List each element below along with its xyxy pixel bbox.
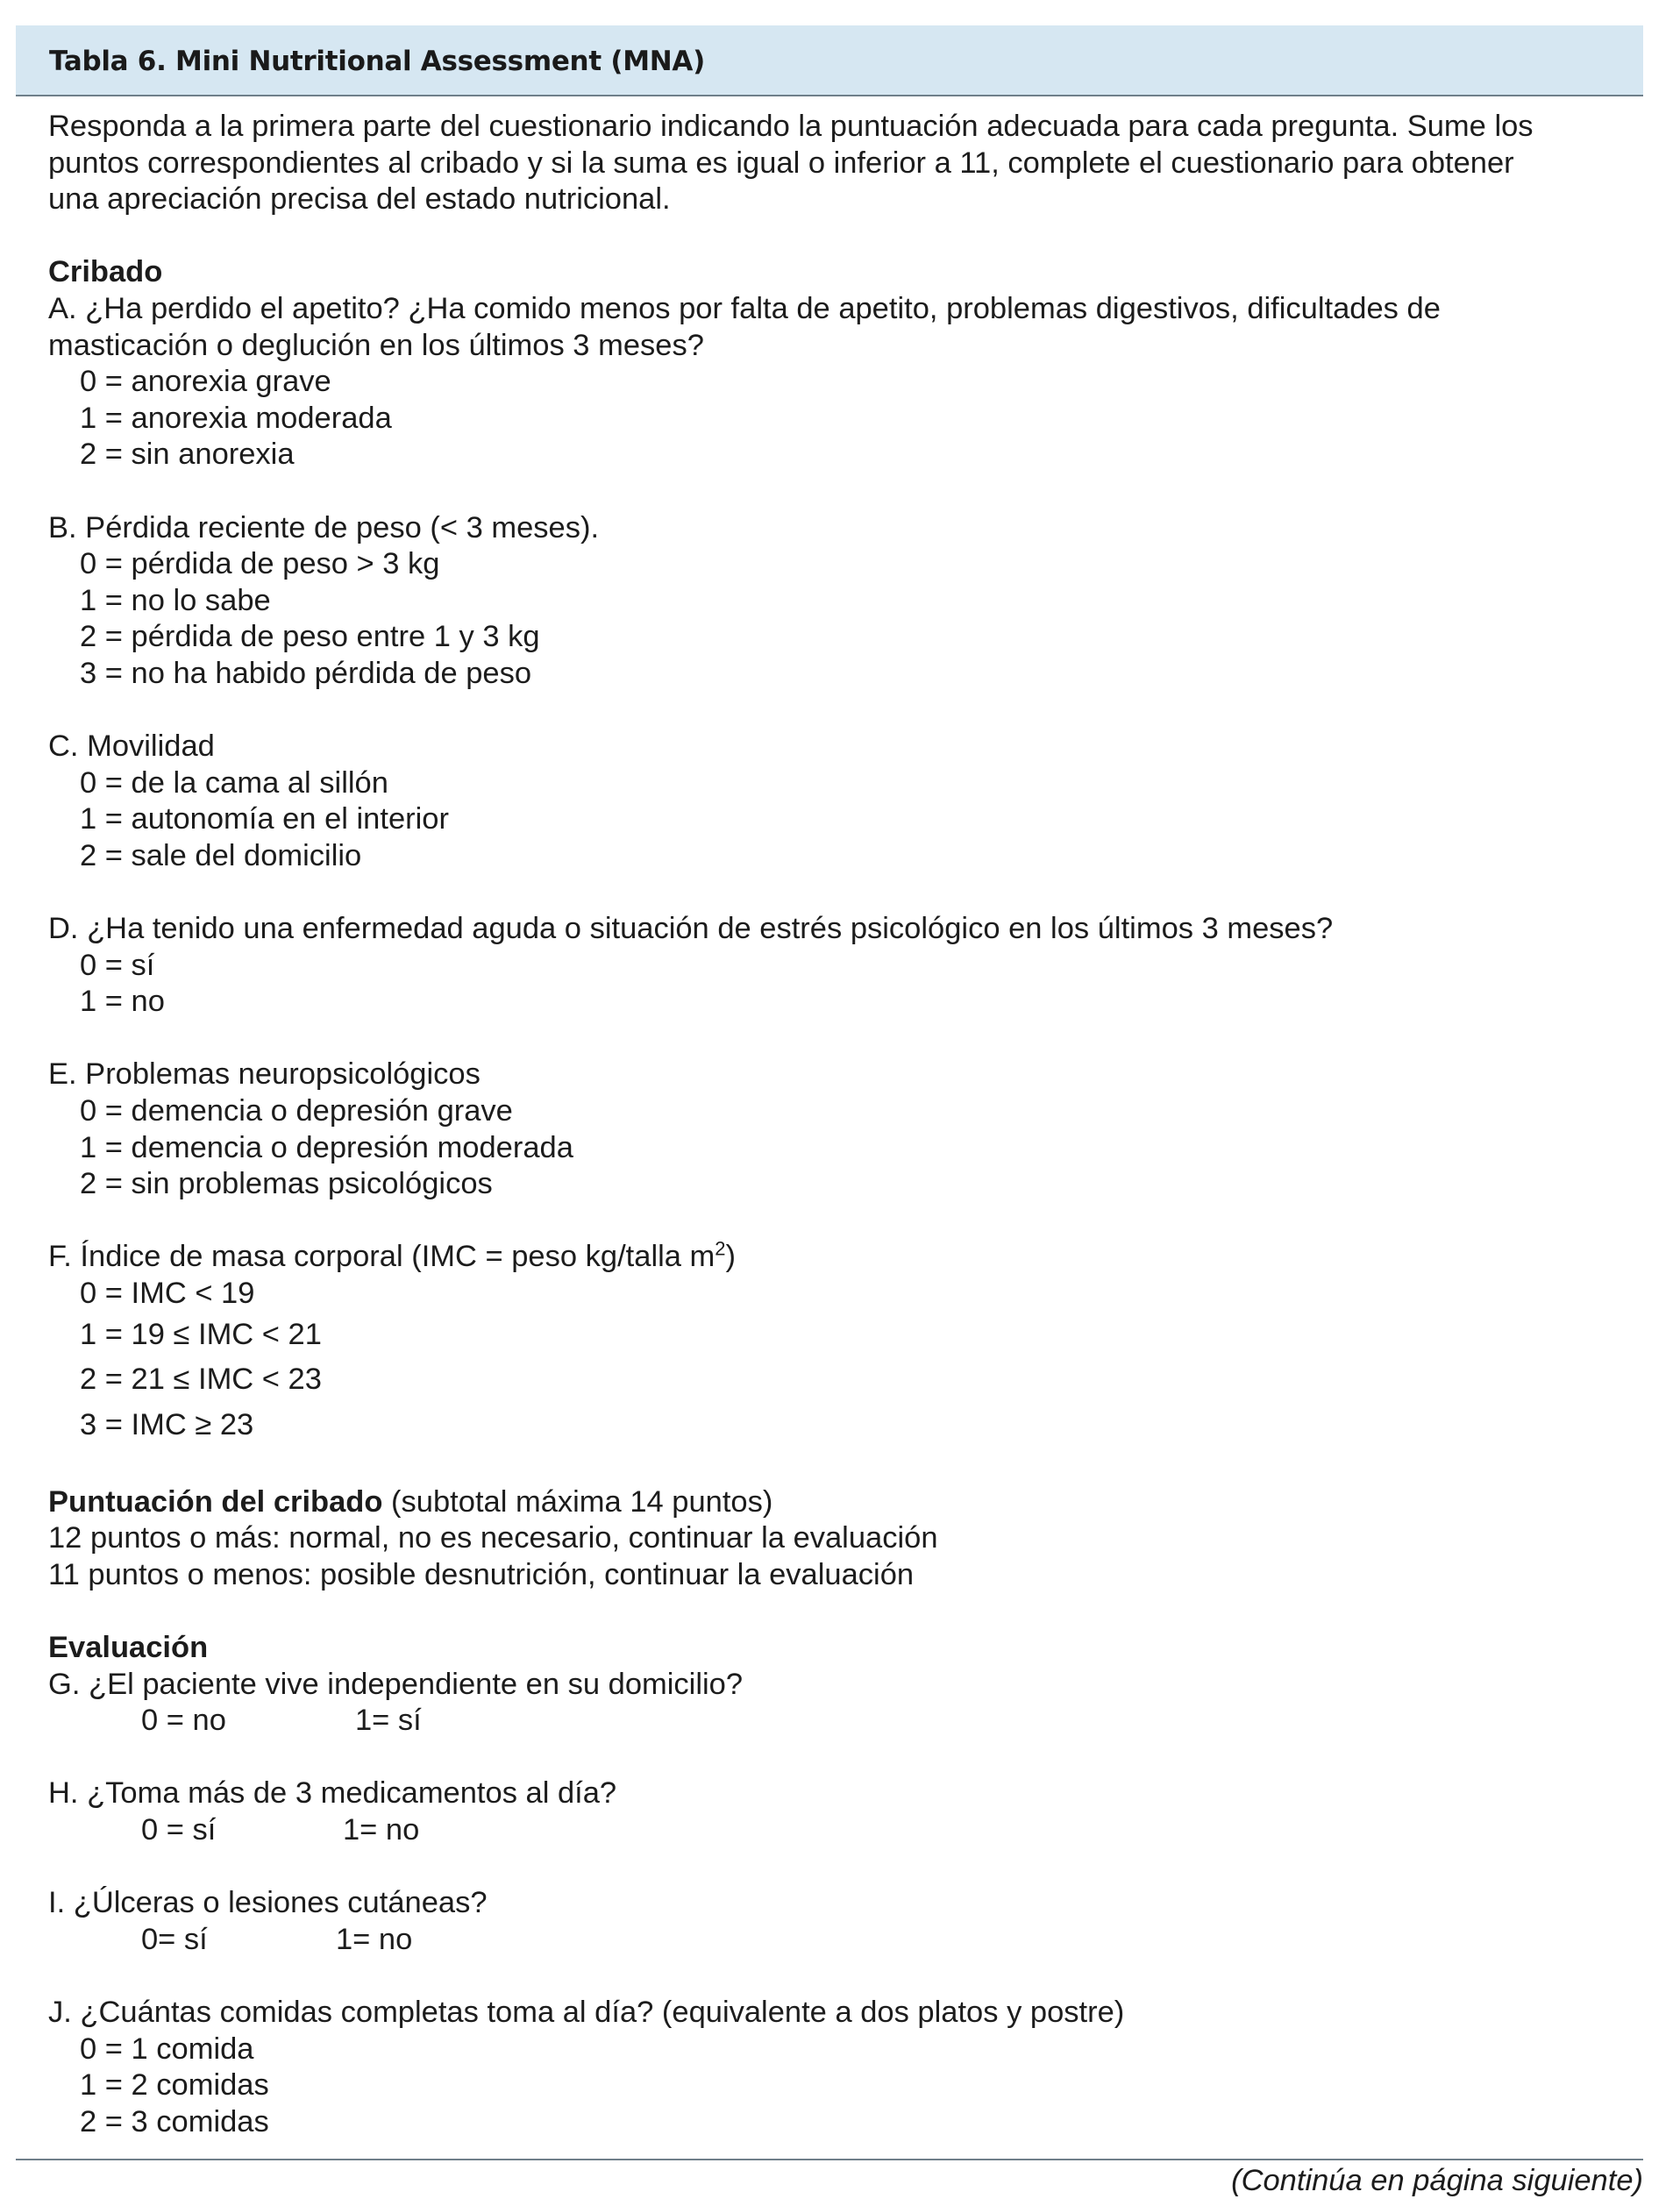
question-i <box>48 1885 1644 1958</box>
question-text: D. ¿Ha tenido una enfermedad aguda o situación de estrés psicológico en los últimos 3 meses? <box>48 912 1334 946</box>
continuation-note: (Continúa en página siguiente) <box>1231 2164 1643 2197</box>
question-text: C. Movilidad <box>48 729 215 764</box>
question-text: masticación o deglución en los últimos 3 meses? <box>48 328 704 362</box>
answer-option: 3 = no ha habido pérdida de peso <box>80 656 532 690</box>
answer-option: 0 = anorexia grave <box>80 365 331 399</box>
score-line: 12 puntos o más: normal, no es necesario, continuar la evaluación <box>48 1521 938 1555</box>
question-c <box>48 729 1644 874</box>
answer-option: 0 = de la cama al sillón <box>80 765 388 800</box>
answer-option: 2 = sin anorexia <box>80 438 295 472</box>
question-a <box>48 291 1644 473</box>
footer-divider <box>16 2159 1643 2160</box>
intro-paragraph <box>48 109 1644 218</box>
answer-option: 3 = IMC ≥ 23 <box>80 1407 254 1441</box>
question-text: J. ¿Cuántas comidas completas toma al día? (equivalente a dos platos y postre) <box>48 1996 1125 2029</box>
answer-option: 0= sí <box>141 1922 208 1956</box>
score-line: 11 puntos o menos: posible desnutrición, continuar la evaluación <box>48 1557 915 1591</box>
answer-option: 1 = demencia o depresión moderada <box>80 1130 573 1164</box>
answer-option: 1 = no lo sabe <box>80 583 271 617</box>
answer-option: 0 = IMC < 19 <box>80 1277 255 1310</box>
answer-option: 1 = 19 ≤ IMC < 21 <box>80 1317 322 1351</box>
answer-pair <box>48 1922 1644 1959</box>
intro-line: Responda a la primera parte del cuestionario indicando la puntuación adecuada para cada pregunta. Sume los <box>48 110 1534 143</box>
question-text: G. ¿El paciente vive independiente en su domicilio? <box>48 1667 744 1701</box>
puntuacion-cribado <box>48 1484 1644 1594</box>
answer-option: 2 = 21 ≤ IMC < 23 <box>80 1363 322 1397</box>
table-header <box>16 25 1643 96</box>
question-h <box>48 1775 1644 1848</box>
question-g <box>48 1667 1644 1740</box>
question-b <box>48 510 1644 693</box>
answer-option: 2 = pérdida de peso entre 1 y 3 kg <box>80 620 540 654</box>
question-text: E. Problemas neuropsicológicos <box>48 1057 481 1092</box>
imc-label: F. Índice de masa corporal (IMC = peso kg/talla m <box>48 1240 715 1274</box>
score-heading <box>48 1484 1644 1521</box>
question-text: H. ¿Toma más de 3 medicamentos al día? <box>48 1776 617 1811</box>
answer-option: 0 = no <box>141 1704 226 1738</box>
questionnaire-body <box>48 109 1644 2140</box>
answer-option: 1= no <box>336 1922 413 1956</box>
question-e <box>48 1057 1644 1202</box>
score-subtitle: (subtotal máxima 14 puntos) <box>382 1484 773 1519</box>
answer-option: 1 = autonomía en el interior <box>80 802 449 836</box>
answer-option: 1 = 2 comidas <box>80 2068 269 2103</box>
question-text: I. ¿Úlceras o lesiones cutáneas? <box>48 1886 488 1920</box>
answer-pair <box>48 1812 1644 1849</box>
question-j <box>48 1995 1644 2140</box>
answer-option: 1 = no <box>80 985 165 1019</box>
answer-option: 1= no <box>343 1813 420 1847</box>
score-title: Puntuación del cribado <box>48 1484 383 1519</box>
imc-label-end: ) <box>725 1240 737 1274</box>
answer-option: 0 = demencia o depresión grave <box>80 1094 513 1128</box>
intro-line: una apreciación precisa del estado nutricional. <box>48 182 671 217</box>
question-text <box>48 1239 1644 1276</box>
answer-option: 0 = pérdida de peso > 3 kg <box>80 547 440 581</box>
section-title-evaluacion: Evaluación <box>48 1631 209 1665</box>
imc-superscript: 2 <box>715 1237 726 1260</box>
answer-option: 1= sí <box>355 1704 422 1738</box>
answer-option: 2 = sale del domicilio <box>80 838 362 872</box>
answer-option: 0 = sí <box>141 1813 217 1847</box>
question-text: B. Pérdida reciente de peso (< 3 meses). <box>48 510 600 544</box>
question-text: A. ¿Ha perdido el apetito? ¿Ha comido menos por falta de apetito, problemas digestivos, dificultades de <box>48 291 1441 325</box>
section-title-cribado: Cribado <box>48 255 163 289</box>
answer-option: 2 = sin problemas psicológicos <box>80 1167 493 1201</box>
table-title: Tabla 6. Mini Nutritional Assessment (MNA) <box>49 46 705 77</box>
question-d <box>48 911 1644 1021</box>
answer-pair <box>48 1703 1644 1740</box>
answer-option: 0 = 1 comida <box>80 2032 254 2066</box>
question-f <box>48 1239 1644 1448</box>
answer-option: 1 = anorexia moderada <box>80 401 392 435</box>
answer-option: 0 = sí <box>80 948 155 982</box>
answer-option: 2 = 3 comidas <box>80 2104 269 2138</box>
intro-line: puntos correspondientes al cribado y si la suma es igual o inferior a 11, complete el cuestionario para obtener <box>48 146 1514 180</box>
